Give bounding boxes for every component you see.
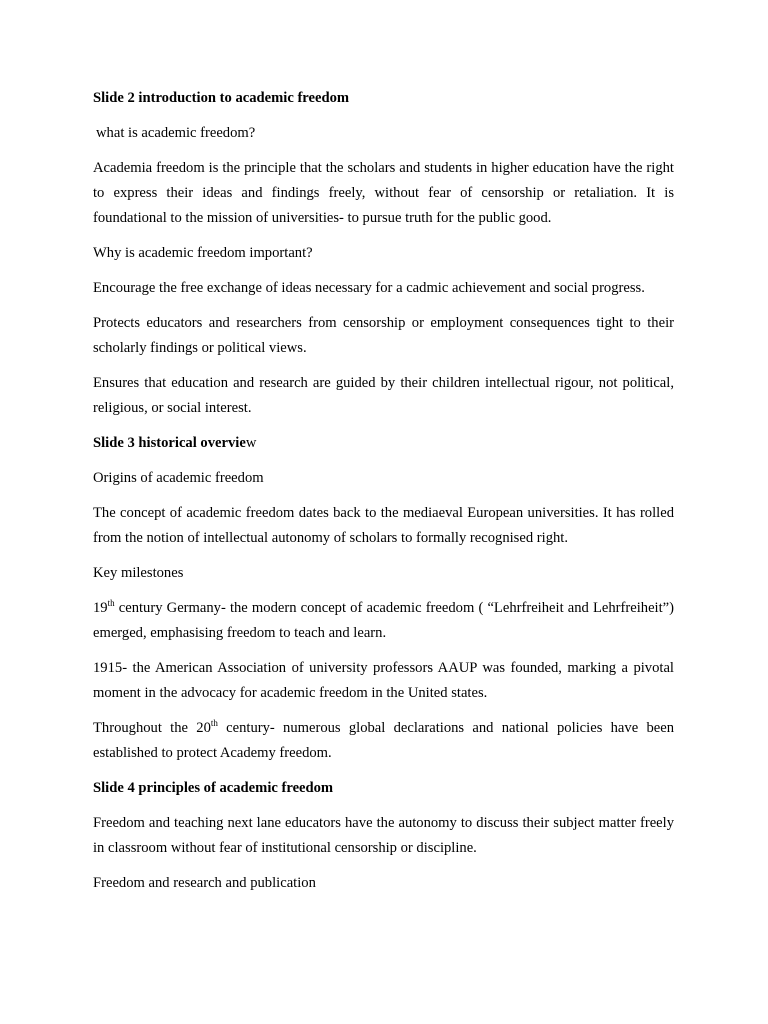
milestone-19-text: century Germany- the modern concept of academic freedom ( “Lehrfreiheit and Lehrfreiheit”) emerged, emphasising freedom to teach and learn. xyxy=(93,600,674,641)
milestones-subheading: Key milestones xyxy=(93,565,184,581)
encourage-paragraph: Encourage the free exchange of ideas necessary for a cadmic achievement and social progress. xyxy=(93,280,645,296)
milestone-20th-century xyxy=(93,716,674,766)
milestone-19-number: 19 xyxy=(93,600,108,616)
document-body xyxy=(93,86,674,906)
milestone-19-superscript: th xyxy=(107,598,115,609)
slide2-heading: Slide 2 introduction to academic freedom xyxy=(93,90,350,106)
milestone-20-superscript: th xyxy=(210,718,218,729)
question-what: what is academic freedom? xyxy=(96,125,256,141)
slide3-heading xyxy=(93,431,674,456)
slide3-heading-tail: w xyxy=(245,435,257,451)
milestone-19th-century xyxy=(93,596,674,646)
milestone-20-prefix: Throughout the 20 xyxy=(93,720,211,736)
protects-paragraph: Protects educators and researchers from censorship or employment consequences tight to their scholarly findings or political views. xyxy=(93,315,674,356)
milestone-1915: 1915- the American Association of university professors AAUP was founded, marking a pivotal moment in the advocacy for academic freedom in the United states. xyxy=(93,660,674,701)
ensures-paragraph: Ensures that education and research are guided by their children intellectual rigour, not political, religious, or social interest. xyxy=(93,375,674,416)
definition-paragraph: Academia freedom is the principle that the scholars and students in higher education have the right to express their ideas and findings freely, without fear of censorship or retaliation. It is foundational to the mission of universities- to pursue truth for the public good. xyxy=(93,160,674,226)
slide3-heading-bold: Slide 3 historical overvie xyxy=(93,435,246,451)
milestone-20-text: century- numerous global declarations and national policies have been established to protect Academy freedom. xyxy=(93,720,674,761)
question-why: Why is academic freedom important? xyxy=(93,245,313,261)
teaching-paragraph: Freedom and teaching next lane educators have the autonomy to discuss their subject matter freely in classroom without fear of institutional censorship or discipline. xyxy=(93,815,674,856)
research-paragraph: Freedom and research and publication xyxy=(93,875,316,891)
origins-subheading: Origins of academic freedom xyxy=(93,470,264,486)
slide4-heading: Slide 4 principles of academic freedom xyxy=(93,780,334,796)
concept-paragraph: The concept of academic freedom dates back to the mediaeval European universities. It has rolled from the notion of intellectual autonomy of scholars to formally recognised right. xyxy=(93,505,674,546)
